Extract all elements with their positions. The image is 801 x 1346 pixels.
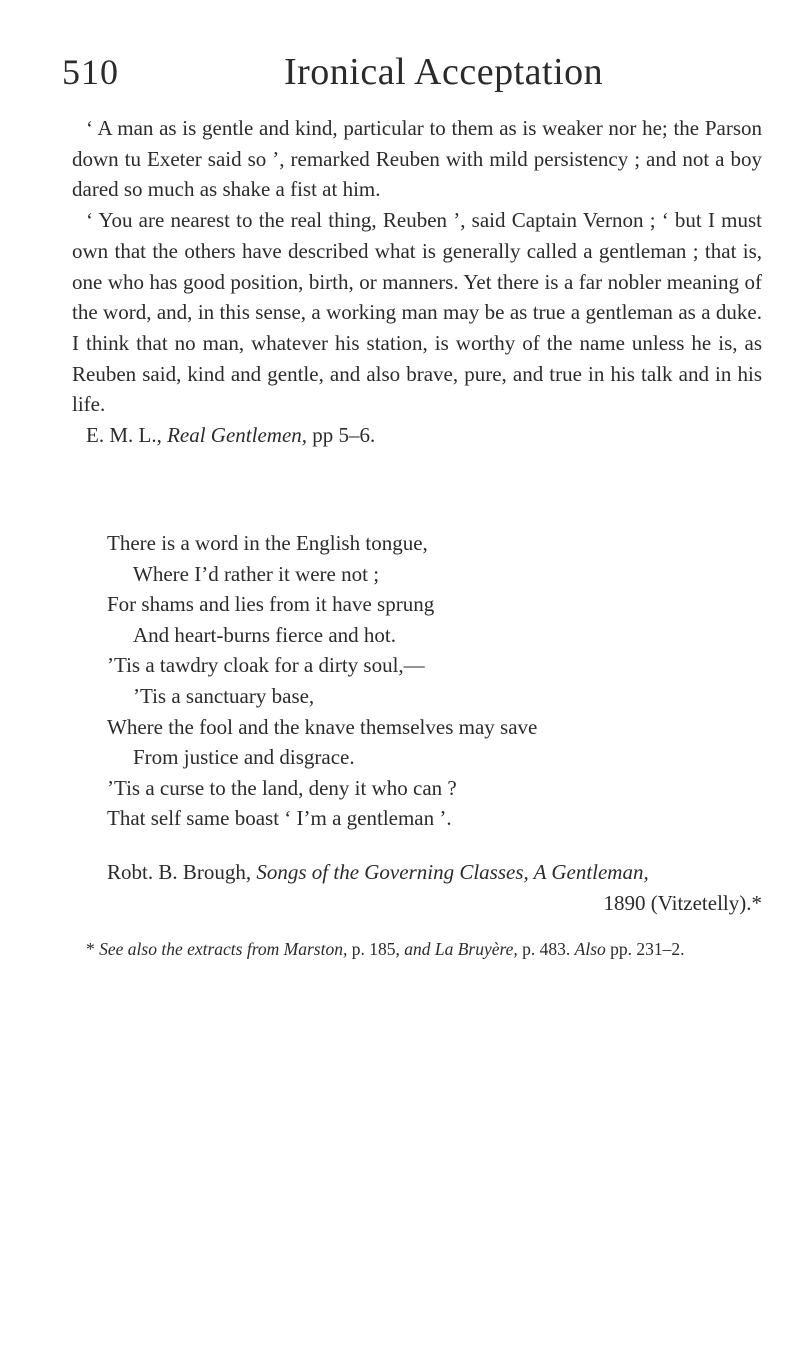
attribution-title: Real Gentlemen, bbox=[167, 423, 308, 448]
footnote-phrase: Also bbox=[574, 939, 606, 959]
prose-paragraph: ‘ A man as is gentle and kind, particular to them as is weaker nor he; the Parson down tu Exeter said so ’, remarked Reuben with mild persistency ; and not a boy dared so much as shake a fist at him. bbox=[72, 116, 762, 202]
poem-line: Where the fool and the knave themselves may save bbox=[107, 714, 538, 739]
footnote-reference: pp. 231–2. bbox=[610, 939, 685, 959]
attribution-pages: pp 5–6. bbox=[312, 423, 376, 448]
footnote-phrase: and La Bruyère, bbox=[404, 939, 518, 959]
poem-line: From justice and disgrace. bbox=[133, 745, 355, 770]
page-header bbox=[62, 50, 762, 100]
poem bbox=[107, 528, 767, 834]
footnote-reference: p. 483. bbox=[522, 939, 571, 959]
poem-line: ’Tis a tawdry cloak for a dirty soul,— bbox=[107, 653, 425, 678]
footnote-text bbox=[72, 937, 762, 962]
poem-attribution-date: 1890 (Vitzetelly).* bbox=[603, 890, 762, 915]
poem-line: And heart-burns fierce and hot. bbox=[133, 622, 396, 647]
footnote bbox=[72, 937, 762, 962]
poem-attribution-line bbox=[107, 857, 762, 888]
page-number: 510 bbox=[62, 52, 119, 92]
poem-line: Where I’d rather it were not ; bbox=[133, 561, 380, 586]
poem-line: For shams and lies from it have sprung bbox=[107, 592, 435, 617]
poem-author: Robt. B. Brough, bbox=[107, 860, 252, 884]
poem-source-title: Songs of the Governing Classes, A Gentleman, bbox=[256, 860, 649, 884]
running-title: Ironical Acceptation bbox=[284, 51, 604, 93]
poem-line: There is a word in the English tongue, bbox=[107, 531, 428, 555]
prose-quotation bbox=[72, 113, 762, 451]
attribution-author: E. M. L., bbox=[86, 423, 162, 448]
poem-line: That self same boast ‘ I’m a gentleman ’. bbox=[107, 806, 452, 831]
poem-attribution bbox=[107, 857, 762, 918]
prose-paragraph: ‘ You are nearest to the real thing, Reuben ’, said Captain Vernon ; ‘ but I must own that the others have described what is generally called a gentleman ; that is, one who has good position, birth, or manners. Yet there is a far nobler meaning of the word, and, in this sense, a working man may be as true a gentleman as a duke. I think that no man, whatever his station, is worthy of the name unless he is, as Reuben said, kind and gentle, and also brave, pure, and true in his talk and in his life. bbox=[72, 208, 762, 417]
poem-line: ’Tis a curse to the land, deny it who can ? bbox=[107, 775, 457, 800]
footnote-marker: * bbox=[86, 939, 95, 959]
footnote-phrase: See also the extracts from Marston, bbox=[99, 939, 348, 959]
prose-attribution bbox=[72, 420, 762, 451]
footnote-reference: p. 185, bbox=[351, 939, 400, 959]
poem-line: ’Tis a sanctuary base, bbox=[133, 683, 315, 708]
